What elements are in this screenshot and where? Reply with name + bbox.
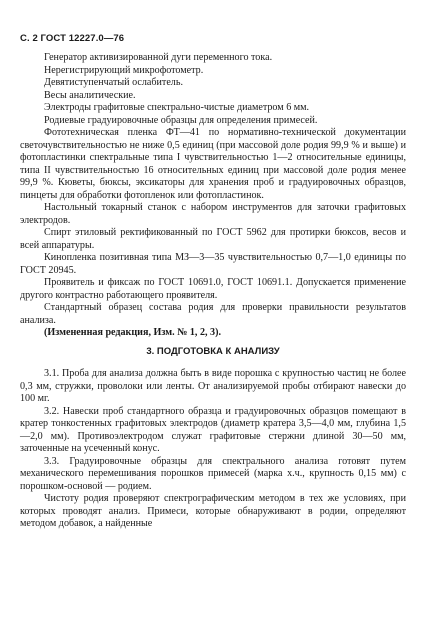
paragraph: Фототехническая пленка ФТ—41 по нормативно-технической документации светочувствительностью не ниже 0,5 единиц (при массовой доле родия 99,9 % и выше) и фотопластинки спектральные типа I чувствительностью 1—2 относительные единицы, типа II чувствительностью 16 относительных единиц при массовой доле родия менее 99,9 %. Кюветы, бюксы, эксикаторы для хранения проб и градуировочных образцов, пинцеты для обработки фотопленок или фотопластинок. — [20, 127, 406, 201]
paragraph: Спирт этиловый ректификованный по ГОСТ 5962 для протирки бюксов, весов и всей аппаратуры. — [20, 227, 406, 251]
paragraph: Генератор активизированной дуги переменного тока. — [44, 52, 273, 63]
paragraph: 3.2. Навески проб стандартного образца и градуировочных образцов помещают в кратер тонкостенных графитовых электродов (диаметр кратера 3,5—4,0 мм, глубина 1,5—2,0 мм). Противоэлектродом служат графитовые стержни длиной 30—50 мм, заточенные на усеченный конус. — [20, 405, 406, 454]
paragraph: Девятиступенчатый ослабитель. — [44, 77, 183, 88]
paragraph: Настольный токарный станок с набором инструментов для заточки графитовых электродов. — [20, 202, 406, 226]
paragraph: Проявитель и фиксаж по ГОСТ 10691.0, ГОСТ 10691.1. Допускается применение другого контрастно работающего проявителя. — [20, 277, 406, 301]
section-title: 3. ПОДГОТОВКА К АНАЛИЗУ — [146, 345, 280, 357]
amendment-note: (Измененная редакция, Изм. № 1, 2, 3). — [44, 327, 221, 338]
paragraph: Весы аналитические. — [44, 89, 136, 101]
document-body — [20, 52, 406, 531]
paragraph: Стандартный образец состава родия для проверки правильности результатов анализа. — [20, 302, 406, 326]
paragraph: Нерегистрирующий микрофотометр. — [44, 64, 204, 76]
paragraph: Чистоту родия проверяют спектрографическим методом в тех же условиях, при которых проводят анализ. Примеси, которые обнаруживают в родии, определяют методом добавок, а найденные — [20, 493, 406, 529]
paragraph: Кинопленка позитивная типа МЗ—3—35 чувствительностью 0,7—1,0 единицы по ГОСТ 20945. — [20, 252, 406, 276]
paragraph: Электроды графитовые спектрально-чистые диаметром 6 мм. — [44, 102, 310, 113]
paragraph: 3.3. Градуировочные образцы для спектрального анализа готовят путем механического перемешивания порошков примесей (марка х.ч., крупность 0,15 мм) с порошком-основой — родием. — [20, 455, 406, 492]
paragraph: 3.1. Проба для анализа должна быть в виде порошка с крупностью частиц не более 0,3 мм, стружки, проволоки или ленты. От анализируемой пробы отбирают навески до 100 мг. — [20, 368, 406, 404]
page-header: С. 2 ГОСТ 12227.0—76 — [20, 33, 125, 44]
paragraph: Родиевые градуировочные образцы для определения примесей. — [44, 114, 318, 126]
